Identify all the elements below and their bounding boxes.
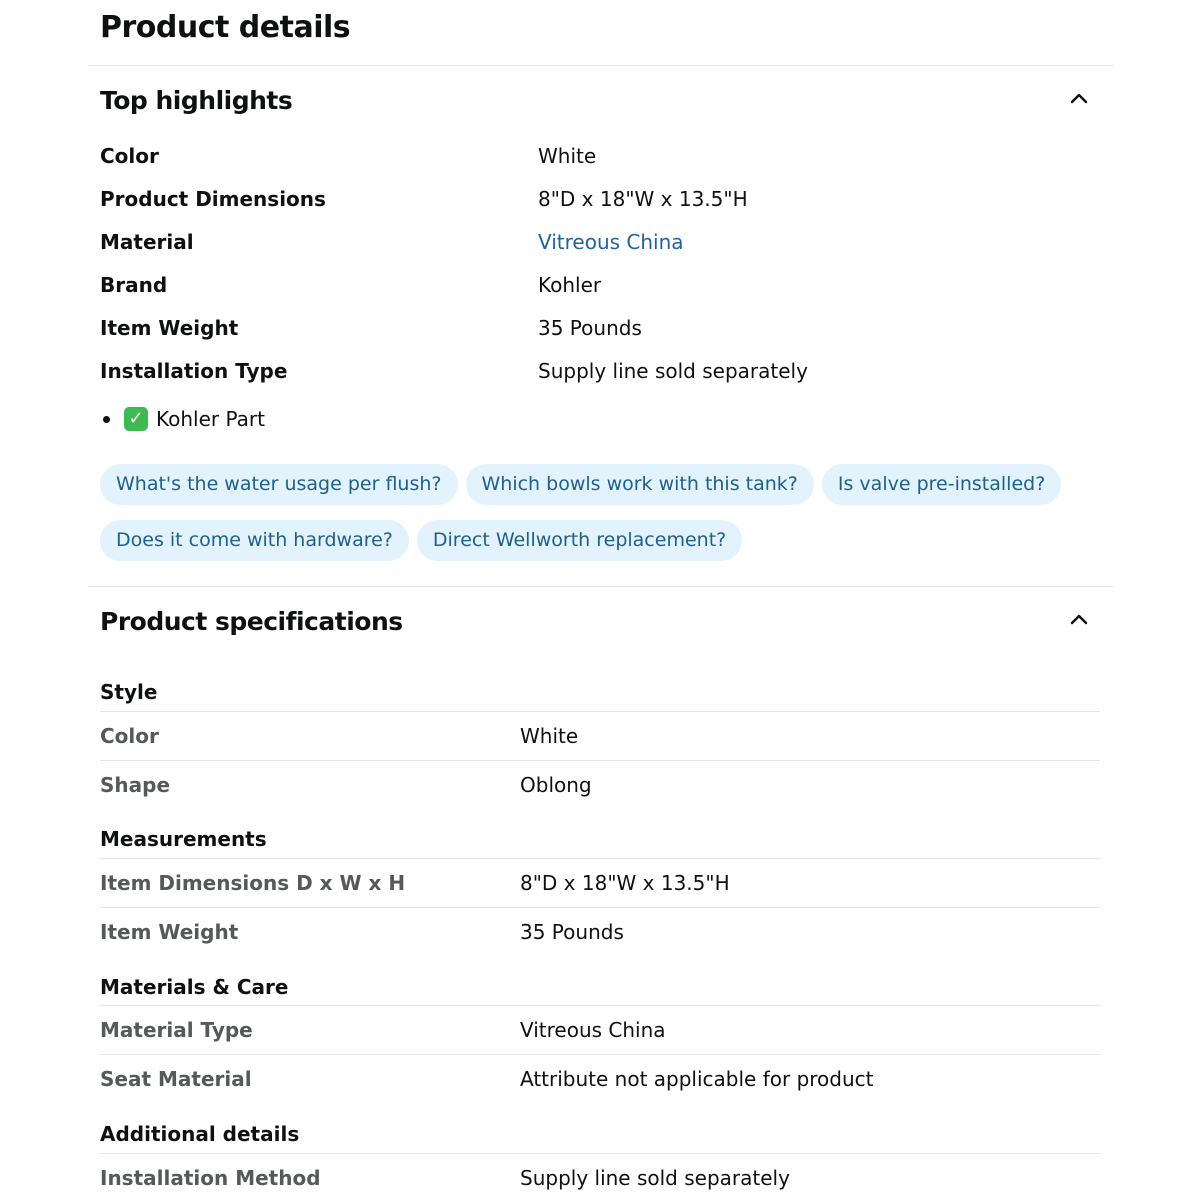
spec-group-additional-details: Additional details <box>100 1122 300 1146</box>
highlight-key: Color <box>100 144 159 168</box>
highlight-row-weight <box>100 313 1100 343</box>
question-chips-row-1 <box>100 464 1100 505</box>
spec-value: White <box>520 724 579 748</box>
spec-row <box>100 1054 1100 1102</box>
bullet-text: Kohler Part <box>156 407 265 431</box>
highlight-key: Item Weight <box>100 316 239 340</box>
highlight-row-installation <box>100 356 1100 386</box>
question-chip[interactable]: Direct Wellworth replacement? <box>417 520 742 561</box>
divider <box>88 586 1113 587</box>
chevron-up-icon[interactable] <box>1068 611 1090 627</box>
spec-value: 35 Pounds <box>520 920 624 944</box>
highlight-key: Brand <box>100 273 168 297</box>
spec-value: Vitreous China <box>520 1018 666 1042</box>
spec-group-measurements: Measurements <box>100 827 267 851</box>
spec-value: Attribute not applicable for product <box>520 1067 874 1091</box>
spec-value: Oblong <box>520 773 592 797</box>
highlight-value: White <box>538 144 597 168</box>
top-highlights-title: Top highlights <box>100 86 293 115</box>
highlight-row-dimensions <box>100 184 1100 214</box>
highlight-value: Kohler <box>538 273 602 297</box>
highlight-key: Product Dimensions <box>100 187 326 211</box>
highlight-key: Material <box>100 230 194 254</box>
highlight-row-color <box>100 141 1100 171</box>
question-chip[interactable]: Is valve pre-installed? <box>822 464 1061 505</box>
spec-key: Item Weight <box>100 920 239 944</box>
material-link[interactable]: Vitreous China <box>538 230 684 254</box>
spec-row <box>100 858 1100 906</box>
question-chips-row-2 <box>100 520 1100 561</box>
page-title: Product details <box>100 10 351 45</box>
bullet-item <box>100 404 265 434</box>
check-mark-button-icon: ✓ <box>124 407 148 431</box>
spec-row <box>100 760 1100 808</box>
spec-row <box>100 1153 1100 1200</box>
bullet-dot-icon <box>103 416 110 423</box>
spec-key: Color <box>100 724 159 748</box>
highlight-value: 8"D x 18"W x 13.5"H <box>538 187 748 211</box>
spec-value: 8"D x 18"W x 13.5"H <box>520 871 730 895</box>
question-chip[interactable]: Does it come with hardware? <box>100 520 409 561</box>
divider <box>88 65 1113 66</box>
spec-key: Item Dimensions D x W x H <box>100 871 406 895</box>
spec-key: Shape <box>100 773 171 797</box>
spec-group-style: Style <box>100 680 158 704</box>
highlight-value: Supply line sold separately <box>538 359 808 383</box>
highlight-key: Installation Type <box>100 359 288 383</box>
spec-key: Seat Material <box>100 1067 252 1091</box>
highlight-row-brand <box>100 270 1100 300</box>
spec-key: Material Type <box>100 1018 253 1042</box>
product-specifications-title: Product specifications <box>100 607 403 636</box>
spec-row <box>100 907 1100 955</box>
spec-row <box>100 711 1100 759</box>
spec-row <box>100 1005 1100 1053</box>
highlight-row-material <box>100 227 1100 257</box>
spec-key: Installation Method <box>100 1166 321 1190</box>
spec-value: Supply line sold separately <box>520 1166 790 1190</box>
spec-group-materials-care: Materials & Care <box>100 975 289 999</box>
question-chip[interactable]: Which bowls work with this tank? <box>466 464 814 505</box>
chevron-up-icon[interactable] <box>1068 90 1090 106</box>
highlight-value: 35 Pounds <box>538 316 642 340</box>
question-chip[interactable]: What's the water usage per flush? <box>100 464 458 505</box>
